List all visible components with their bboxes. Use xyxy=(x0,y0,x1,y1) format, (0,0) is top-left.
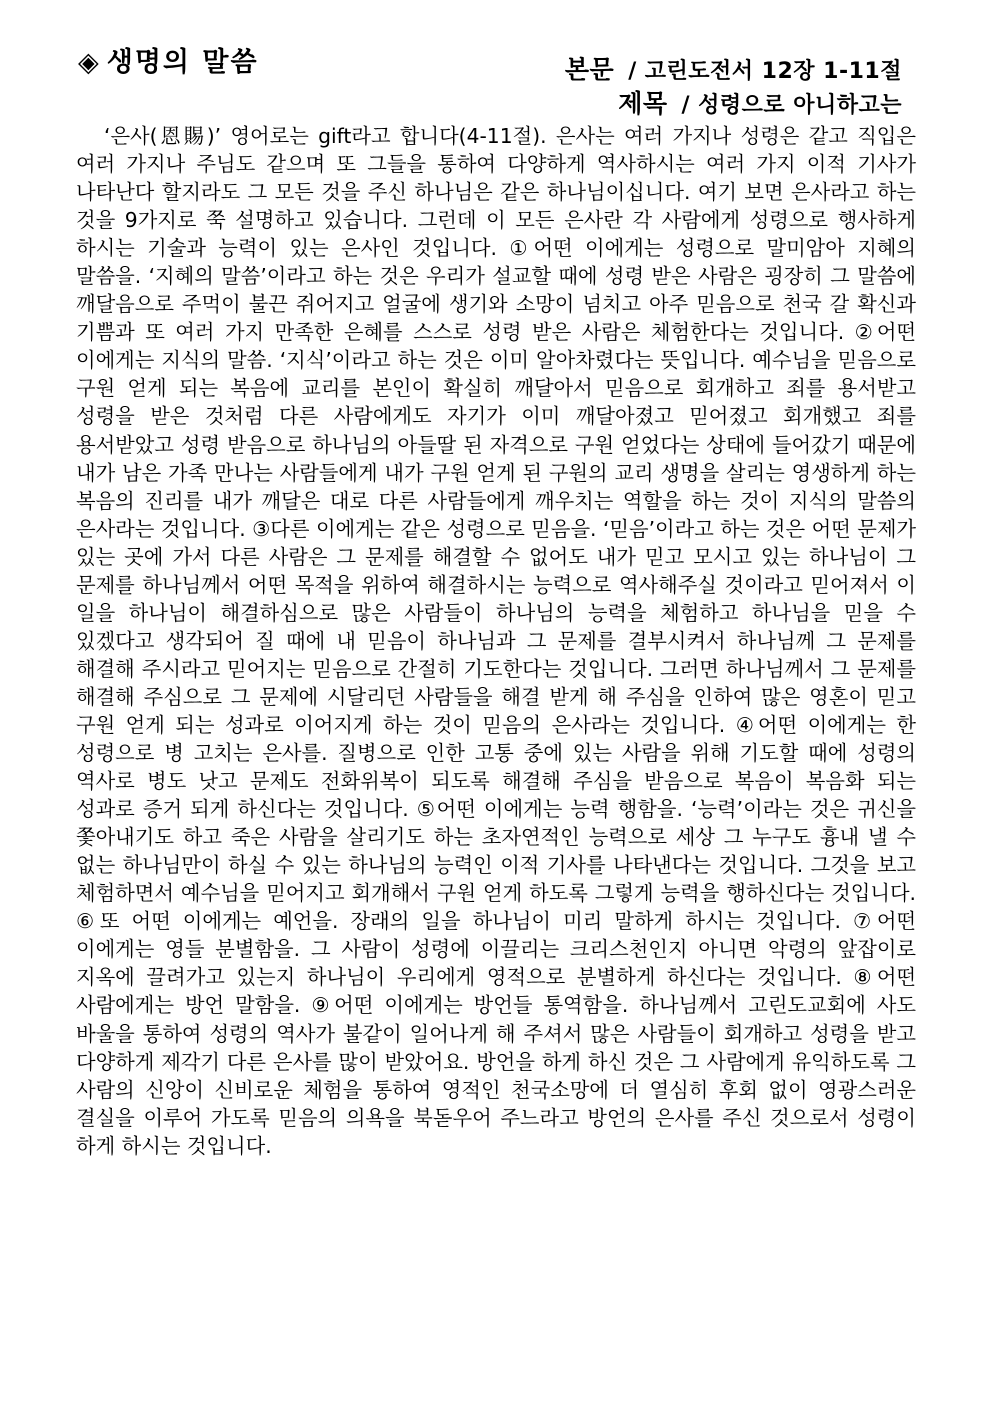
sermon-body-text: ‘은사(恩賜)’ 영어로는 gift라고 합니다(4-11절). 은사는 여러 가지나 성령은 같고 직입은 여러 가지나 주님도 같으며 또 그들을 통하여 다양하게 역사하시는 여러 가지 이적 기사가 나타난다 할지라도 그 모든 것을 주신 하나님은 같은 하나님이십니다. 여기 보면 은사라고 하는 것을 9가지로 쭉 설명하고 있습니다. 그런데 이 모든 은사란 각 사람에게 성령으로 행사하게 하시는 기술과 능력이 있는 은사인 것입니다. ①어떤 이에게는 성령으로 말미암아 지혜의 말씀을. ‘지혜의 말씀’이라고 하는 것은 우리가 설교할 때에 성령 받은 사람은 굉장히 그 말씀에 깨달음으로 주먹이 불끈 쥐어지고 얼굴에 생기와 소망이 넘치고 아주 믿음으로 천국 갈 확신과 기쁨과 또 여러 가지 만족한 은혜를 스스로 성령 받은 사람은 체험한다는 것입니다. ②어떤 이에게는 지식의 말씀. ‘지식’이라고 하는 것은 이미 알아차렸다는 뜻입니다. 예수님을 믿음으로 구원 얻게 되는 복음에 교리를 본인이 확실히 깨달아서 믿음으로 회개하고 죄를 용서받고 성령을 받은 것처럼 다른 사람에게도 자기가 이미 깨달아졌고 믿어졌고 회개했고 죄를 용서받았고 성령 받음으로 하나님의 아들딸 된 자격으로 구원 얻었다는 상태에 들어갔기 때문에 내가 남은 가족 만나는 사람들에게 내가 구원 얻게 된 구원의 교리 생명을 살리는 영생하게 하는 복음의 진리를 내가 깨달은 대로 다른 사람들에게 깨우치는 역할을 하는 것이 지식의 말씀의 은사라는 것입니다. ③다른 이에게는 같은 성령으로 믿음을. ‘믿음’이라고 하는 것은 어떤 문제가 있는 곳에 가서 다른 사람은 그 문제를 해결할 수 없어도 내가 믿고 모시고 있는 하나님이 그 문제를 하나님께서 어떤 목적을 위하여 해결하시는 능력으로 역사해주실 것이라고 믿어져서 이 일을 하나님이 해결하심으로 많은 사람들이 하나님의 능력을 체험하고 하나님을 믿을 수 있겠다고 생각되어 질 때에 내 믿음이 하나님과 그 문제를 결부시켜서 하나님께 그 문제를 해결해 주시라고 믿어지는 믿음으로 간절히 기도한다는 것입니다. 그러면 하나님께서 그 문제를 해결해 주심으로 그 문제에 시달리던 사람들을 해결 받게 해 주심을 인하여 많은 영혼이 믿고 구원 얻게 되는 성과로 이어지게 하는 것이 믿음의 은사라는 것입니다. ④어떤 이에게는 한 성령으로 병 고치는 은사를. 질병으로 인한 고통 중에 있는 사람을 위해 기도할 때에 성령의 역사로 병도 낫고 문제도 전화위복이 되도록 해결해 주심을 받음으로 복음이 복음화 되는 성과로 증거 되게 하신다는 것입니다. ⑤어떤 이에게는 능력 행함을. ‘능력’이라는 것은 귀신을 쫓아내기도 하고 죽은 사람을 살리기도 하는 초자연적인 능력으로 세상 그 누구도 흉내 낼 수 없는 하나님만이 하실 수 있는 하나님의 능력인 이적 기사를 나타낸다는 것입니다. 그것을 보고 체험하면서 예수님을 믿어지고 회개해서 구원 얻게 하도록 그렇게 능력을 행하신다는 것입니다. ⑥또 어떤 이에게는 예언을. 장래의 일을 하나님이 미리 말하게 하시는 것입니다. ⑦어떤 이에게는 영들 분별함을. 그 사람이 성령에 이끌리는 크리스천인지 아니면 악령의 앞잡이로 지옥에 끌려가고 있는지 하나님이 우리에게 영적으로 분별하게 하신다는 것입니다. ⑧어떤 사람에게는 방언 말함을. ⑨어떤 이에게는 방언들 통역함을. 하나님께서 고린도교회에 사도 바울을 통하여 성령의 역사가 불같이 일어나게 해 주셔서 많은 사람들이 회개하고 성령을 받고 다양하게 제각기 다른 은사를 많이 받았어요. 방언을 하게 하신 것은 그 사람에게 유익하도록 그 사람의 신앙이 신비로운 체험을 통하여 영적인 천국소망에 더 열심히 후회 없이 영광스러운 결실을 이루어 가도록 믿음의 의욕을 북돋우어 주느라고 방언의 은사를 주신 것으로서 성령이 하게 하시는 것입니다. xyxy=(76,124,916,1158)
scripture-separator: / xyxy=(628,59,637,84)
diamond-marker-icon: ◈ xyxy=(78,47,101,78)
scripture-value: 고린도전서 12장 1-11절 xyxy=(644,59,902,84)
sermon-title-label: 제목 xyxy=(618,89,668,118)
scripture-label: 본문 xyxy=(564,55,615,84)
section-heading-title: 생명의 말씀 xyxy=(106,47,259,78)
sermon-title-line xyxy=(618,84,902,120)
scripture-reference xyxy=(565,50,902,86)
section-heading xyxy=(78,40,259,79)
sermon-title-separator: / xyxy=(681,93,691,118)
sermon-title-value: 성령으로 아니하고는 xyxy=(698,93,902,118)
